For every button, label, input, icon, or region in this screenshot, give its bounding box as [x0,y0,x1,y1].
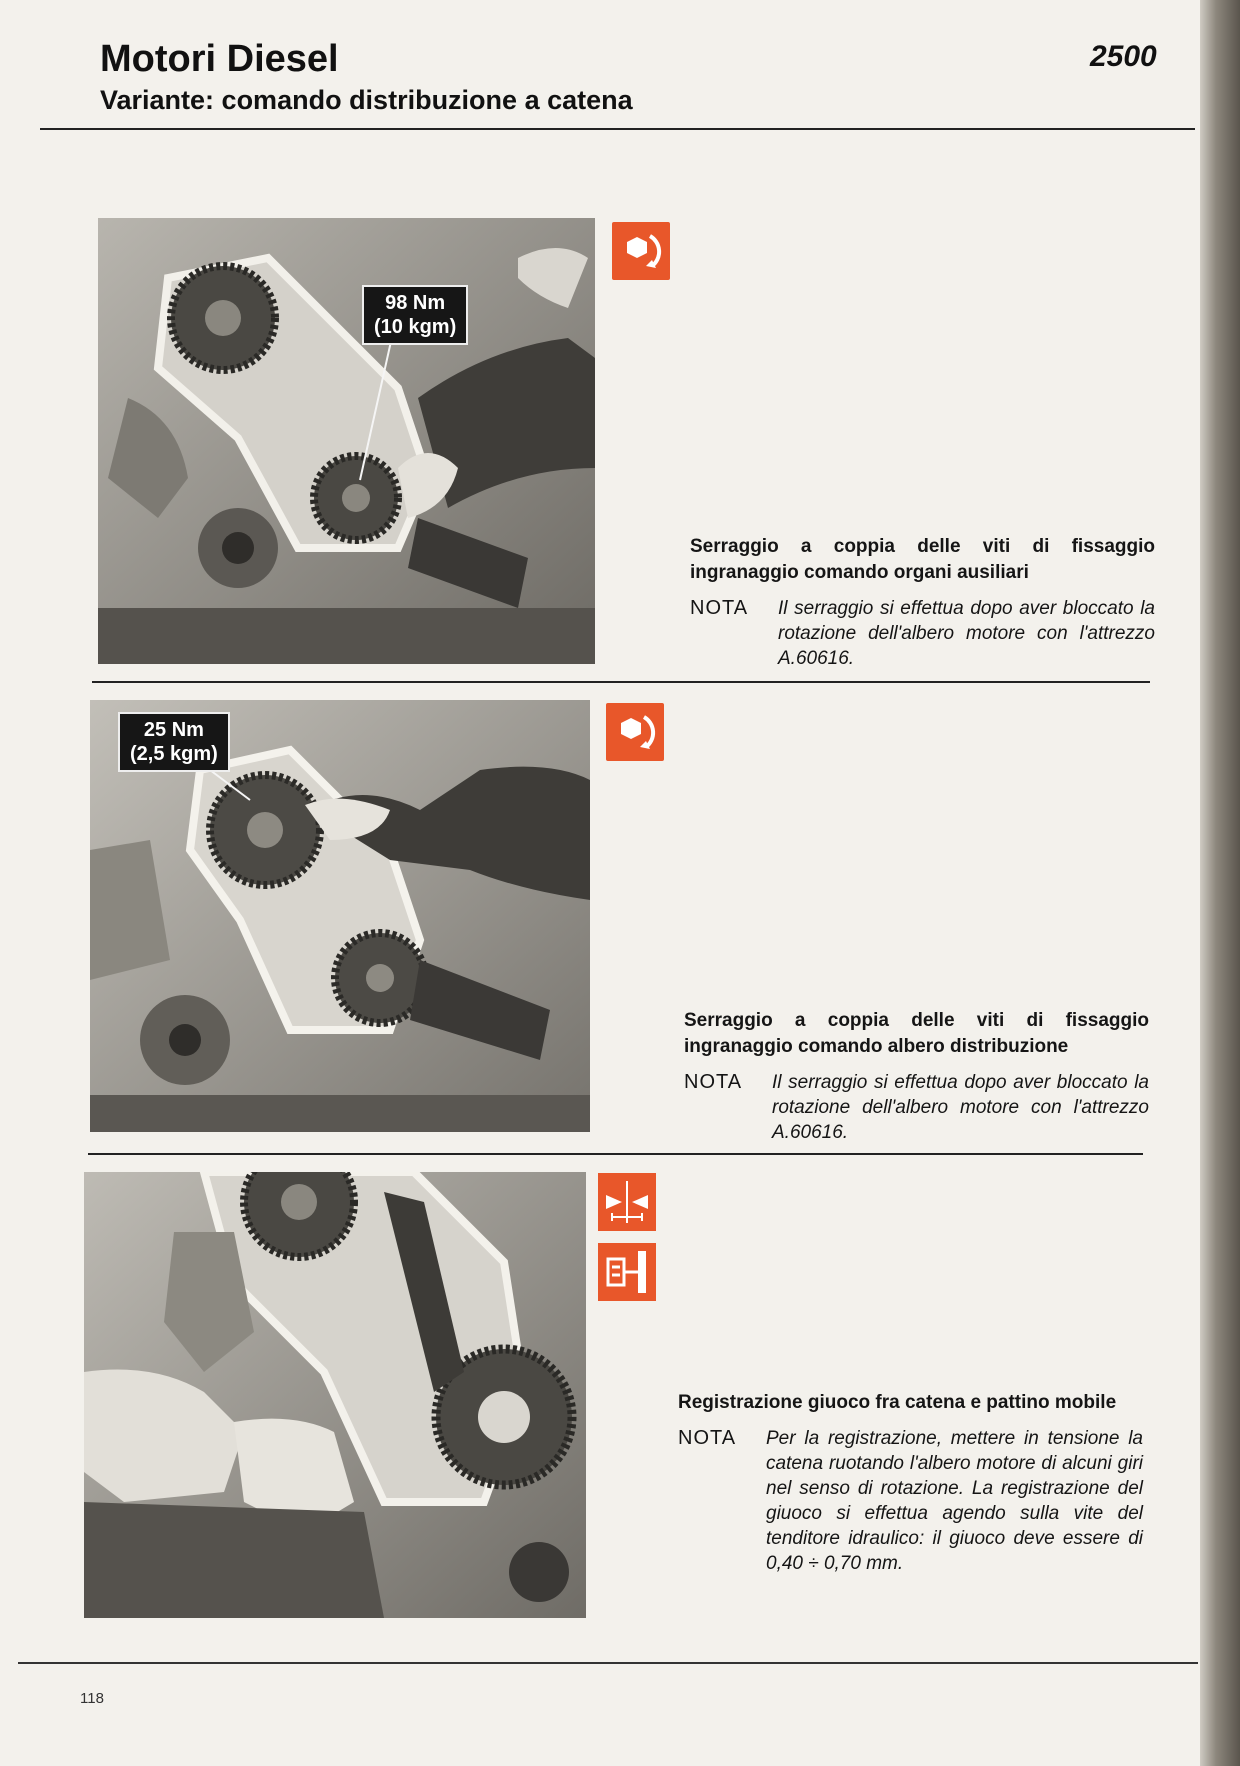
footer-rule [18,1662,1198,1664]
engine-photo-illustration [98,218,595,664]
caption-section-1 [690,534,1155,671]
caption-title: Serraggio a coppia delle viti di fissaggio ingranaggio comando albero distribuzione [684,1010,1149,1057]
nota-row [684,1070,1149,1145]
caption-section-2 [684,1008,1149,1145]
torque-wrench-icon [612,222,670,280]
torque-value: 98 Nm [385,292,446,314]
nota-text: Il serraggio si effettua dopo aver bloccato la rotazione dell'albero motore con l'attrezzo A.60616. [778,598,1155,669]
page-subtitle: Variante: comando distribuzione a catena [100,85,633,115]
nota-text: Per la registrazione, mettere in tensione la catena ruotando l'albero motore di alcuni giri nel senso di rotazione. La registrazione del giuoco si effettua agendo sulla vite del tenditore idraulico: il giuoco deve essere di 0,40 ÷ 0,70 mm. [766,1428,1143,1574]
nota-row [678,1426,1143,1576]
engine-photo-illustration [84,1172,586,1618]
clearance-adjust-icon [598,1173,656,1231]
tensioner-adjust-icon [598,1243,656,1301]
page-title: Motori Diesel [100,38,339,80]
header-rule [40,128,1195,130]
section-divider [88,1153,1143,1155]
nota-row [690,596,1155,671]
page-edge [1200,0,1240,1766]
torque-callout-98nm [362,285,468,345]
nota-text: Il serraggio si effettua dopo aver bloccato la rotazione dell'albero motore con l'attrezzo A.60616. [772,1072,1149,1143]
page-header [100,36,633,118]
caption-title: Registrazione giuoco fra catena e pattino mobile [678,1392,1117,1413]
model-code: 2500 [1090,40,1157,73]
torque-value-kgm: (2,5 kgm) [130,743,218,765]
nota-label: NOTA [678,1427,737,1449]
torque-value: 25 Nm [143,719,204,741]
nota-label: NOTA [684,1071,743,1093]
photo-engine-auxiliary-gear [98,218,595,664]
torque-callout-25nm [118,712,230,772]
caption-title: Serraggio a coppia delle viti di fissaggio ingranaggio comando organi ausiliari [690,536,1155,583]
nota-label: NOTA [690,597,749,619]
section-divider [92,681,1150,683]
photo-chain-tensioner [84,1172,586,1618]
torque-value-kgm: (10 kgm) [374,316,457,338]
page-number: 118 [80,1690,104,1707]
caption-section-3 [678,1390,1143,1576]
torque-wrench-icon [606,703,664,761]
